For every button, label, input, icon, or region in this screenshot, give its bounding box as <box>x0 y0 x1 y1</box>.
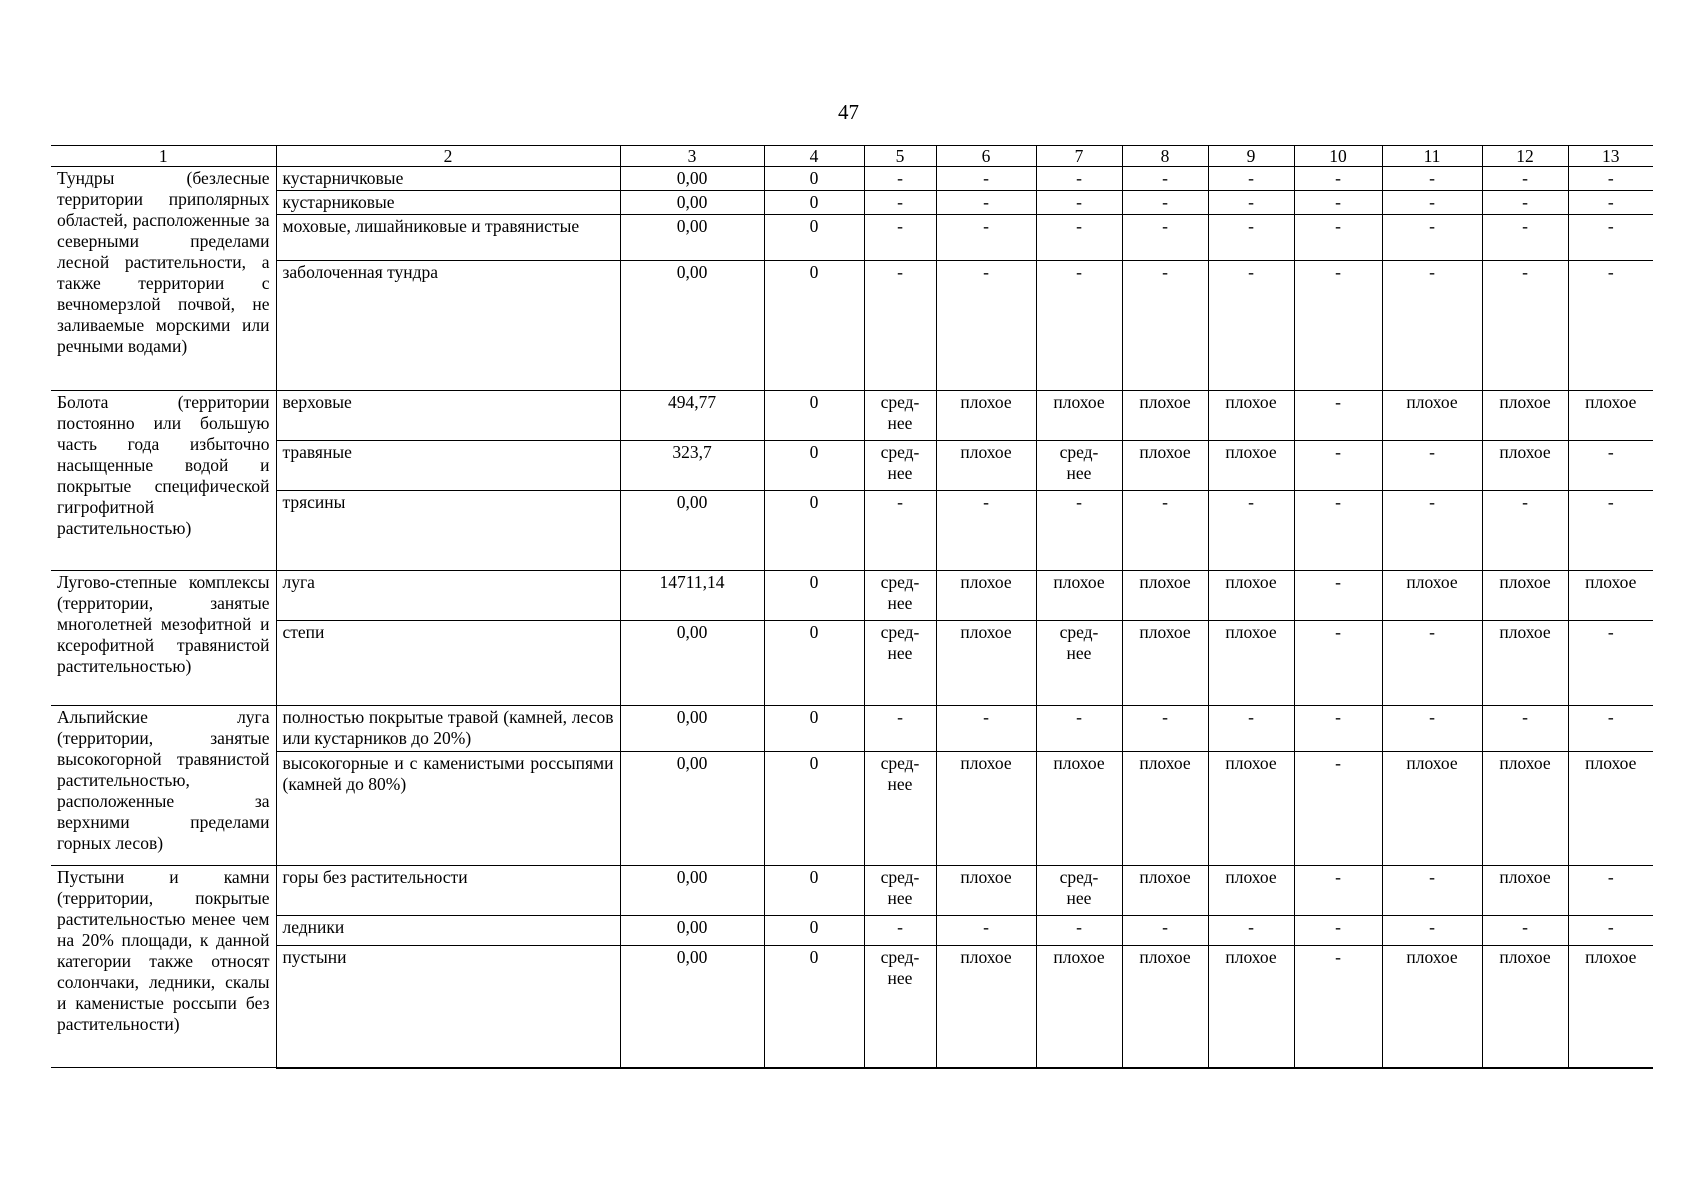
column-header: 5 <box>864 146 936 167</box>
rating-cell: плохое <box>1036 571 1122 621</box>
rating-cell: плохое <box>1036 946 1122 1068</box>
rating-cell: - <box>864 215 936 261</box>
col4-cell: 0 <box>764 167 864 191</box>
rating-cell: - <box>1482 916 1568 946</box>
rating-cell: - <box>1036 215 1122 261</box>
rating-cell: - <box>1294 441 1382 491</box>
rating-cell: - <box>1482 215 1568 261</box>
col4-cell: 0 <box>764 946 864 1068</box>
rating-cell: - <box>1568 167 1653 191</box>
rating-cell: плохое <box>1208 866 1294 916</box>
rating-cell: - <box>1122 191 1208 215</box>
rating-cell: - <box>1122 167 1208 191</box>
rating-cell: - <box>1382 916 1482 946</box>
table-row <box>51 215 1653 261</box>
rating-cell: плохое <box>1382 391 1482 441</box>
area-cell: 0,00 <box>620 866 764 916</box>
rating-cell: - <box>1382 491 1482 571</box>
rating-cell: плохое <box>936 621 1036 706</box>
rating-cell: сред- нее <box>864 391 936 441</box>
rating-cell: плохое <box>1482 866 1568 916</box>
rating-cell: плохое <box>1208 441 1294 491</box>
col4-cell: 0 <box>764 571 864 621</box>
col4-cell: 0 <box>764 621 864 706</box>
rating-cell: - <box>1294 261 1382 391</box>
rating-cell: плохое <box>1208 621 1294 706</box>
subtype-cell: заболоченная тундра <box>276 261 620 391</box>
column-header: 3 <box>620 146 764 167</box>
header-row <box>51 146 1653 167</box>
rating-cell: - <box>1482 167 1568 191</box>
rating-cell: сред- нее <box>864 621 936 706</box>
rating-cell: плохое <box>1122 946 1208 1068</box>
column-header: 4 <box>764 146 864 167</box>
column-header: 6 <box>936 146 1036 167</box>
rating-cell: - <box>1122 916 1208 946</box>
rating-cell: - <box>1568 866 1653 916</box>
subtype-cell: кустарничковые <box>276 167 620 191</box>
rating-cell: - <box>1208 916 1294 946</box>
col4-cell: 0 <box>764 215 864 261</box>
table-row <box>51 167 1653 191</box>
area-cell: 0,00 <box>620 191 764 215</box>
rating-cell: сред- нее <box>864 571 936 621</box>
rating-cell: - <box>1382 261 1482 391</box>
area-cell: 0,00 <box>620 916 764 946</box>
rating-cell: - <box>936 261 1036 391</box>
landscape-table <box>51 145 1653 1069</box>
rating-cell: плохое <box>936 946 1036 1068</box>
rating-cell: плохое <box>1036 752 1122 866</box>
rating-cell: - <box>1482 706 1568 752</box>
rating-cell: - <box>864 261 936 391</box>
rating-cell: - <box>1482 191 1568 215</box>
rating-cell: - <box>864 916 936 946</box>
table-row <box>51 491 1653 571</box>
rating-cell: плохое <box>1122 621 1208 706</box>
rating-cell: - <box>1294 571 1382 621</box>
rating-cell: - <box>1568 491 1653 571</box>
subtype-cell: пустыни <box>276 946 620 1068</box>
rating-cell: - <box>1208 167 1294 191</box>
rating-cell: плохое <box>1482 752 1568 866</box>
rating-cell: сред- нее <box>1036 621 1122 706</box>
area-cell: 0,00 <box>620 215 764 261</box>
rating-cell: плохое <box>936 571 1036 621</box>
rating-cell: - <box>864 706 936 752</box>
rating-cell: плохое <box>1482 391 1568 441</box>
rating-cell: плохое <box>1122 571 1208 621</box>
rating-cell: - <box>1294 491 1382 571</box>
subtype-cell: степи <box>276 621 620 706</box>
rating-cell: плохое <box>1208 946 1294 1068</box>
col4-cell: 0 <box>764 441 864 491</box>
rating-cell: - <box>1568 215 1653 261</box>
rating-cell: плохое <box>1382 752 1482 866</box>
subtype-cell: полностью покрытые травой (камней, лесов или кустарников до 20%) <box>276 706 620 752</box>
col4-cell: 0 <box>764 191 864 215</box>
rating-cell: - <box>1294 866 1382 916</box>
rating-cell: - <box>1294 946 1382 1068</box>
rating-cell: плохое <box>1482 621 1568 706</box>
table-row <box>51 866 1653 916</box>
rating-cell: - <box>1208 215 1294 261</box>
category-cell: Тундры (безлесные территории приполярных областей, расположенные за северными пределами лесной растительности, а также территории с вечномерзлой почвой, не заливаемые морскими или речными водами) <box>51 167 276 391</box>
table-row <box>51 706 1653 752</box>
rating-cell: - <box>1036 916 1122 946</box>
rating-cell: - <box>1294 167 1382 191</box>
rating-cell: плохое <box>936 752 1036 866</box>
column-header: 9 <box>1208 146 1294 167</box>
area-cell: 0,00 <box>620 706 764 752</box>
rating-cell: плохое <box>1382 571 1482 621</box>
col4-cell: 0 <box>764 706 864 752</box>
rating-cell: - <box>936 167 1036 191</box>
rating-cell: плохое <box>1568 571 1653 621</box>
table-row <box>51 191 1653 215</box>
rating-cell: плохое <box>1208 752 1294 866</box>
rating-cell: плохое <box>1122 752 1208 866</box>
rating-cell: - <box>936 191 1036 215</box>
rating-cell: - <box>1568 191 1653 215</box>
col4-cell: 0 <box>764 916 864 946</box>
rating-cell: сред- нее <box>864 946 936 1068</box>
rating-cell: сред- нее <box>864 441 936 491</box>
rating-cell: - <box>1122 706 1208 752</box>
table-row <box>51 571 1653 621</box>
rating-cell: - <box>1382 866 1482 916</box>
rating-cell: - <box>1294 706 1382 752</box>
col4-cell: 0 <box>764 752 864 866</box>
rating-cell: плохое <box>936 866 1036 916</box>
rating-cell: - <box>1382 191 1482 215</box>
table-row <box>51 261 1653 391</box>
rating-cell: - <box>1122 261 1208 391</box>
rating-cell: - <box>1036 491 1122 571</box>
rating-cell: - <box>1208 706 1294 752</box>
rating-cell: - <box>1482 261 1568 391</box>
rating-cell: - <box>1568 916 1653 946</box>
rating-cell: - <box>1122 491 1208 571</box>
area-cell: 14711,14 <box>620 571 764 621</box>
rating-cell: - <box>1382 621 1482 706</box>
rating-cell: плохое <box>1122 441 1208 491</box>
rating-cell: - <box>1382 441 1482 491</box>
table-body <box>51 167 1653 1068</box>
rating-cell: сред- нее <box>864 866 936 916</box>
rating-cell: - <box>864 167 936 191</box>
subtype-cell: травяные <box>276 441 620 491</box>
category-cell: Лугово-степные комплексы (территории, занятые многолетней мезофитной и ксерофитной травянистой растительностью) <box>51 571 276 706</box>
rating-cell: - <box>1294 191 1382 215</box>
column-header: 10 <box>1294 146 1382 167</box>
rating-cell: - <box>1294 621 1382 706</box>
rating-cell: - <box>1122 215 1208 261</box>
category-cell: Альпийские луга (территории, занятые высокогорной травянистой растительностью, расположенные за верхними пределами горных лесов) <box>51 706 276 866</box>
subtype-cell: трясины <box>276 491 620 571</box>
col4-cell: 0 <box>764 866 864 916</box>
rating-cell: - <box>864 491 936 571</box>
table-row <box>51 391 1653 441</box>
rating-cell: - <box>1036 167 1122 191</box>
area-cell: 0,00 <box>620 752 764 866</box>
rating-cell: плохое <box>1122 391 1208 441</box>
column-header: 8 <box>1122 146 1208 167</box>
col4-cell: 0 <box>764 391 864 441</box>
area-cell: 323,7 <box>620 441 764 491</box>
table-row <box>51 916 1653 946</box>
table-row <box>51 621 1653 706</box>
subtype-cell: ледники <box>276 916 620 946</box>
rating-cell: плохое <box>1568 752 1653 866</box>
subtype-cell: горы без растительности <box>276 866 620 916</box>
column-header: 2 <box>276 146 620 167</box>
column-header: 7 <box>1036 146 1122 167</box>
rating-cell: - <box>1482 491 1568 571</box>
rating-cell: - <box>1294 916 1382 946</box>
category-cell: Болота (территории постоянно или большую часть года избыточно насыщенные водой и покрытые специфической гигрофитной растительностью) <box>51 391 276 571</box>
rating-cell: плохое <box>1482 441 1568 491</box>
area-cell: 0,00 <box>620 261 764 391</box>
area-cell: 0,00 <box>620 167 764 191</box>
table-row <box>51 946 1653 1068</box>
rating-cell: сред- нее <box>864 752 936 866</box>
rating-cell: - <box>1382 706 1482 752</box>
rating-cell: - <box>1382 215 1482 261</box>
rating-cell: - <box>1208 261 1294 391</box>
rating-cell: плохое <box>1568 391 1653 441</box>
rating-cell: сред- нее <box>1036 441 1122 491</box>
area-cell: 0,00 <box>620 621 764 706</box>
column-header: 12 <box>1482 146 1568 167</box>
column-header: 13 <box>1568 146 1653 167</box>
rating-cell: плохое <box>936 441 1036 491</box>
subtype-cell: луга <box>276 571 620 621</box>
rating-cell: плохое <box>1208 571 1294 621</box>
rating-cell: - <box>1568 706 1653 752</box>
rating-cell: - <box>1208 491 1294 571</box>
area-cell: 494,77 <box>620 391 764 441</box>
rating-cell: плохое <box>1122 866 1208 916</box>
rating-cell: - <box>1382 167 1482 191</box>
subtype-cell: верховые <box>276 391 620 441</box>
rating-cell: - <box>1036 706 1122 752</box>
table-row <box>51 752 1653 866</box>
rating-cell: плохое <box>1568 946 1653 1068</box>
table-row <box>51 441 1653 491</box>
category-cell: Пустыни и камни (территории, покрытые растительностью менее чем на 20% площади, к данной категории также относят солончаки, ледники, скалы и каменистые россыпи без растительности) <box>51 866 276 1068</box>
rating-cell: - <box>1294 391 1382 441</box>
column-header: 11 <box>1382 146 1482 167</box>
rating-cell: - <box>1568 261 1653 391</box>
rating-cell: - <box>936 215 1036 261</box>
area-cell: 0,00 <box>620 946 764 1068</box>
rating-cell: - <box>936 706 1036 752</box>
rating-cell: - <box>1036 261 1122 391</box>
rating-cell: - <box>1294 215 1382 261</box>
subtype-cell: высокогорные и с каменистыми россыпями (камней до 80%) <box>276 752 620 866</box>
rating-cell: плохое <box>1482 571 1568 621</box>
rating-cell: - <box>1568 441 1653 491</box>
subtype-cell: моховые, лишайниковые и травянистые <box>276 215 620 261</box>
col4-cell: 0 <box>764 491 864 571</box>
area-cell: 0,00 <box>620 491 764 571</box>
rating-cell: - <box>936 916 1036 946</box>
rating-cell: плохое <box>1382 946 1482 1068</box>
rating-cell: - <box>1568 621 1653 706</box>
rating-cell: - <box>864 191 936 215</box>
column-header: 1 <box>51 146 276 167</box>
rating-cell: - <box>1294 752 1382 866</box>
rating-cell: сред- нее <box>1036 866 1122 916</box>
page-number: 47 <box>838 100 859 124</box>
subtype-cell: кустарниковые <box>276 191 620 215</box>
rating-cell: плохое <box>1208 391 1294 441</box>
rating-cell: плохое <box>1482 946 1568 1068</box>
rating-cell: - <box>936 491 1036 571</box>
rating-cell: плохое <box>1036 391 1122 441</box>
rating-cell: - <box>1208 191 1294 215</box>
rating-cell: - <box>1036 191 1122 215</box>
col4-cell: 0 <box>764 261 864 391</box>
rating-cell: плохое <box>936 391 1036 441</box>
